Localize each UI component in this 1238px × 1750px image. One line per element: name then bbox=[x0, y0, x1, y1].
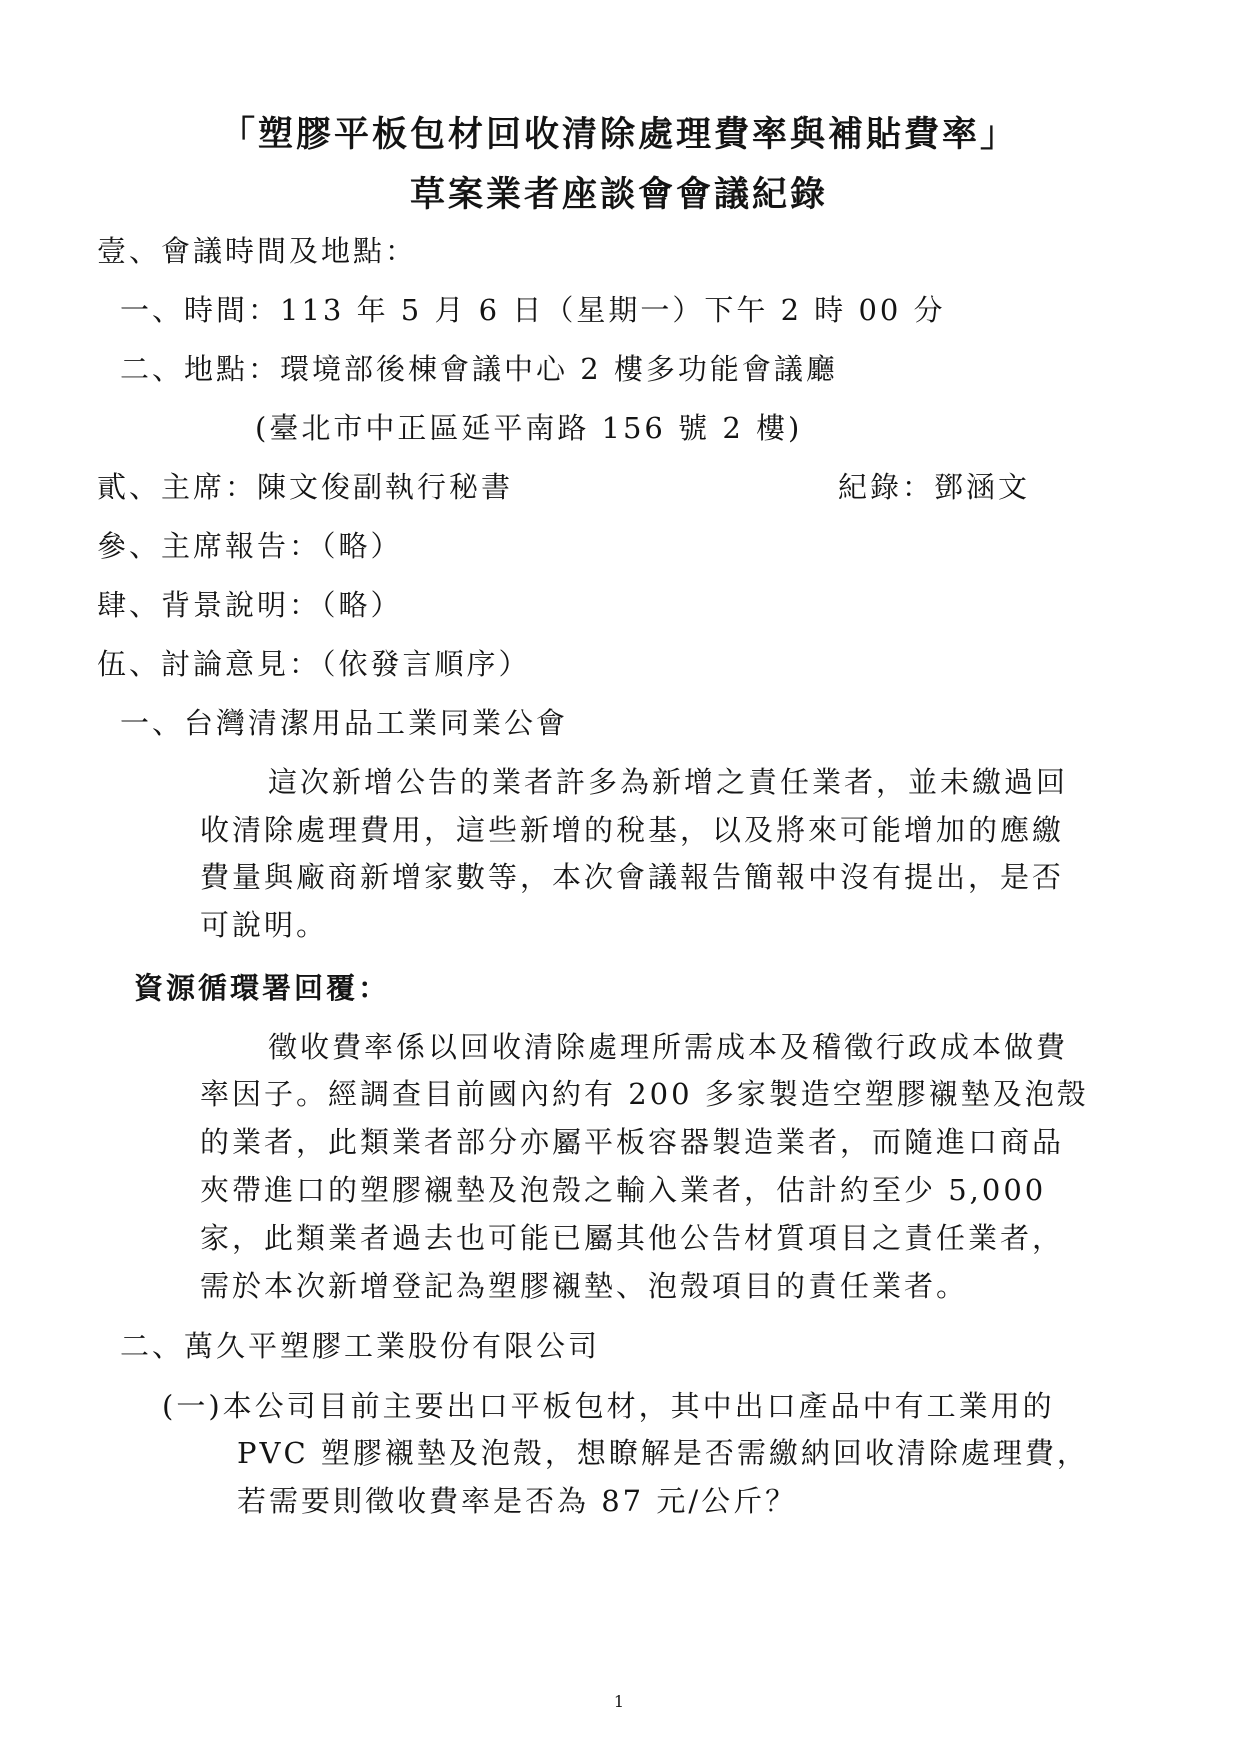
discussion-item-1-line: 這次新增公告的業者許多為新增之責任業者，並未繳過回 bbox=[268, 765, 1069, 799]
reply-line: 家，此類業者過去也可能已屬其他公告材質項目之責任業者， bbox=[200, 1221, 1065, 1255]
discussion-item-2-sub-1-line: PVC 塑膠襯墊及泡殼，想瞭解是否需繳納回收清除處理費， bbox=[237, 1436, 1089, 1470]
discussion-item-2-org: 二、萬久平塑膠工業股份有限公司 bbox=[120, 1329, 601, 1363]
discussion-item-1-line: 費量與廠商新增家數等，本次會議報告簡報中沒有提出，是否 bbox=[200, 860, 1065, 894]
reply-line: 徵收費率係以回收清除處理所需成本及稽徵行政成本做費 bbox=[268, 1030, 1069, 1064]
recorder: 紀錄：鄧涵文 bbox=[838, 470, 1031, 504]
meeting-place: 二、地點：環境部後棟會議中心 2 樓多功能會議廳 bbox=[120, 352, 838, 386]
document-title-line-1: 「塑膠平板包材回收清除處理費率與補貼費率」 bbox=[219, 114, 1018, 155]
section-1-heading: 壹、會議時間及地點： bbox=[97, 234, 418, 268]
meeting-time: 一、時間：113 年 5 月 6 日（星期一）下午 2 時 00 分 bbox=[120, 293, 946, 327]
reply-line: 需於本次新增登記為塑膠襯墊、泡殼項目的責任業者。 bbox=[200, 1269, 969, 1303]
section-3-chair-report: 參、主席報告：（略） bbox=[97, 529, 403, 563]
meeting-address: (臺北市中正區延平南路 156 號 2 樓) bbox=[255, 411, 803, 445]
reply-heading: 資源循環署回覆： bbox=[134, 971, 391, 1005]
discussion-item-1-org: 一、台灣清潔用品工業同業公會 bbox=[120, 706, 569, 740]
discussion-item-2-sub-1-line: (一)本公司目前主要出口平板包材，其中出口產品中有工業用的 bbox=[162, 1389, 1055, 1423]
discussion-item-2-sub-1-line: 若需要則徵收費率是否為 87 元/公斤？ bbox=[237, 1484, 798, 1518]
reply-line: 的業者，此類業者部分亦屬平板容器製造業者，而隨進口商品 bbox=[200, 1125, 1065, 1159]
page-number: 1 bbox=[613, 1692, 625, 1711]
discussion-item-1-line: 可說明。 bbox=[200, 908, 329, 942]
chairperson: 貳、主席：陳文俊副執行秘書 bbox=[97, 470, 514, 504]
discussion-item-1-line: 收清除處理費用，這些新增的稅基，以及將來可能增加的應繳 bbox=[200, 813, 1065, 847]
reply-line: 率因子。經調查目前國內約有 200 多家製造空塑膠襯墊及泡殼 bbox=[200, 1077, 1089, 1111]
section-5-heading: 伍、討論意見：（依發言順序） bbox=[97, 647, 531, 681]
document-title-line-2: 草案業者座談會會議紀錄 bbox=[409, 174, 828, 215]
section-4-background: 肆、背景說明：（略） bbox=[97, 588, 403, 622]
reply-line: 夾帶進口的塑膠襯墊及泡殼之輸入業者，估計約至少 5,000 bbox=[200, 1173, 1047, 1207]
